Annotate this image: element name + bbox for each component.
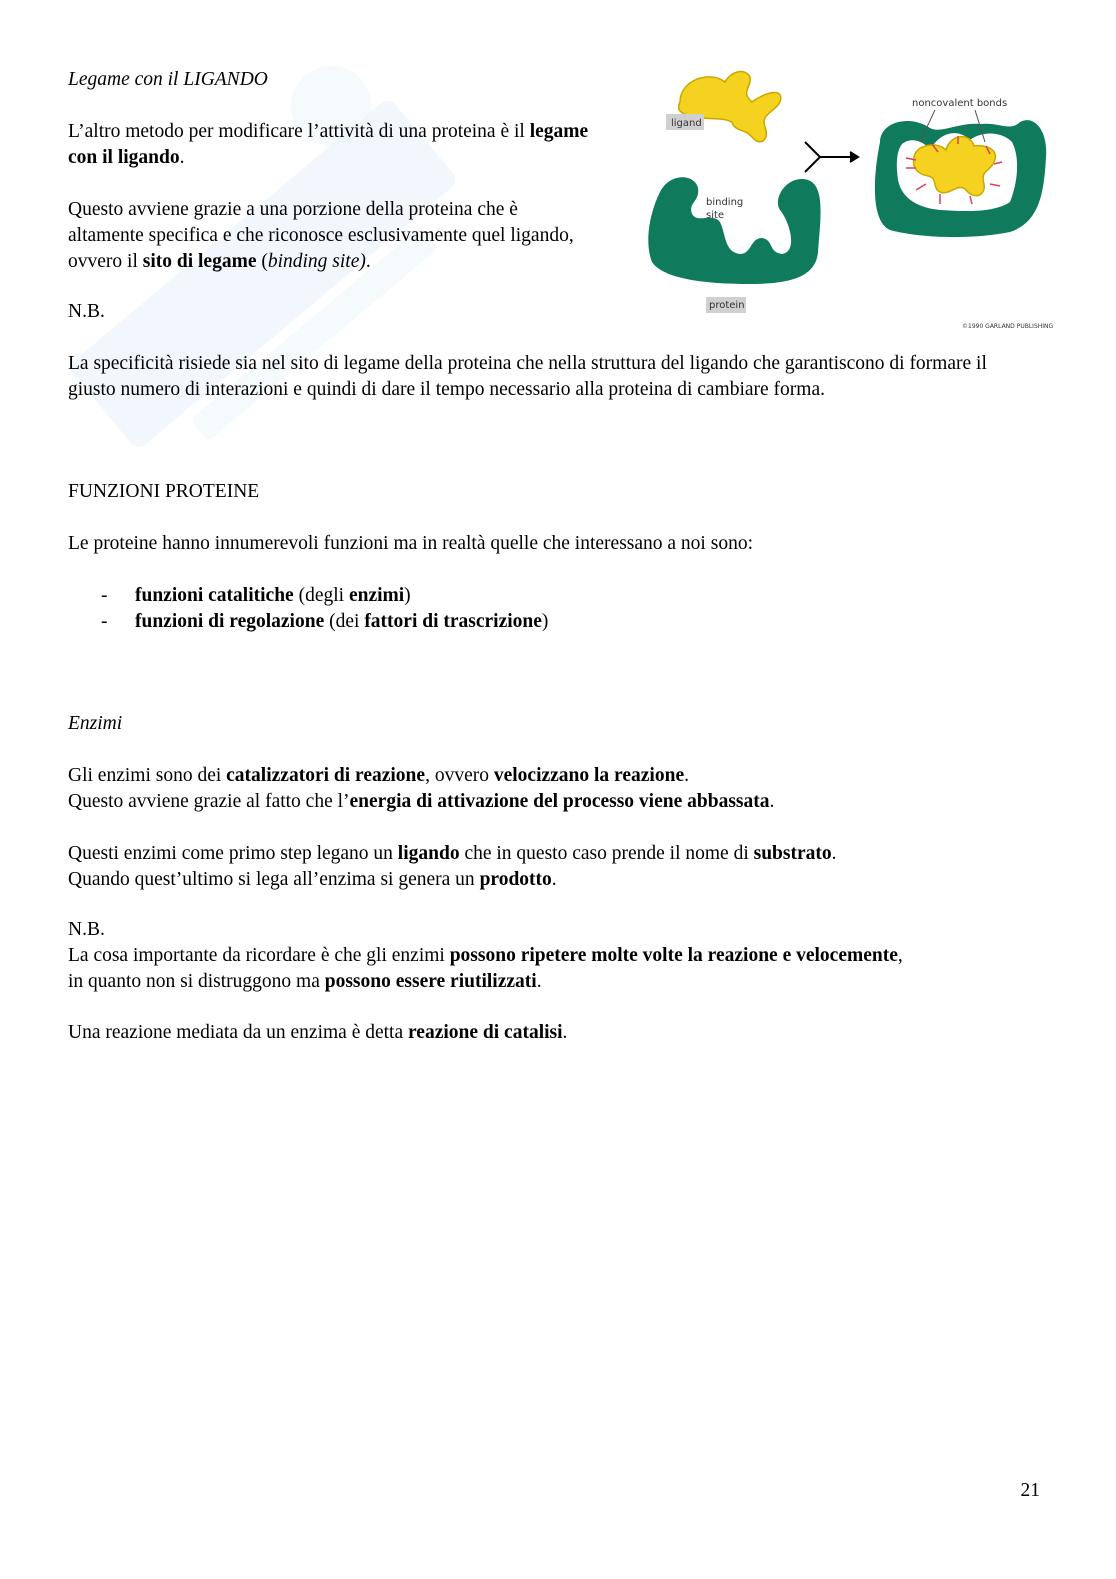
- section-heading-funzioni: FUNZIONI PROTEINE: [68, 481, 260, 502]
- nb-label-1: N.B.: [68, 301, 105, 322]
- copyright-label: ©1990 GARLAND PUBLISHING: [962, 323, 1054, 330]
- section-heading-enzimi: Enzimi: [68, 713, 123, 734]
- protein-label: protein: [709, 300, 745, 311]
- noncovalent-bonds-label: noncovalent bonds: [912, 98, 1008, 109]
- paragraph-catalisi: Una reazione mediata da un enzima è detta reazione di catalisi.: [68, 1022, 568, 1043]
- paragraph-ligando-2: Questo avviene grazie a una porzione della proteina che è altamente specifica e che riconosce esclusivamente quel ligando, ovvero il sito di legame (binding site).: [68, 199, 574, 272]
- reaction-arrow: [805, 142, 858, 172]
- paragraph-funzioni-intro: Le proteine hanno innumerevoli funzioni ma in realtà quelle che interessano a noi sono:: [68, 533, 753, 554]
- protein-shape: [648, 177, 820, 284]
- paragraph-ligando-1: L’altro metodo per modificare l’attività di una proteina è il legame con il ligando.: [68, 121, 589, 168]
- paragraph-enzimi-2: Questi enzimi come primo step legano un ligando che in questo caso prende il nome di substrato. Quando quest’ultimo si lega all’enzima si genera un prodotto.: [68, 843, 837, 890]
- list-item: - funzioni catalitiche (degli enzimi): [68, 583, 548, 609]
- paragraph-enzimi-1: Gli enzimi sono dei catalizzatori di reazione, ovvero velocizzano la reazione. Questo avviene grazie al fatto che l’energia di attivazione del processo viene abbassata.: [68, 765, 775, 812]
- ligand-binding-figure: [640, 62, 1060, 334]
- ligand-shape: [679, 72, 781, 142]
- binding-site-label-2: site: [706, 210, 725, 221]
- page-number: 21: [1020, 1480, 1040, 1501]
- list-item: - funzioni di regolazione (dei fattori di trascrizione): [68, 609, 548, 635]
- functions-list: [68, 583, 548, 635]
- section-heading-ligando: Legame con il LIGANDO: [68, 69, 268, 90]
- binding-site-label-1: binding: [706, 197, 744, 208]
- paragraph-enzimi-nb: N.B. La cosa importante da ricordare è che gli enzimi possono ripetere molte volte la reazione e velocemente, in quanto non si distruggono ma possono essere riutilizzati.: [68, 919, 903, 992]
- ligand-label: ligand: [671, 118, 702, 129]
- paragraph-specificity: La specificità risiede sia nel sito di legame della proteina che nella struttura del ligando che garantiscono di formare il giusto numero di interazioni e quindi di dare il tempo necessario alla proteina di cambiare forma.: [68, 353, 987, 400]
